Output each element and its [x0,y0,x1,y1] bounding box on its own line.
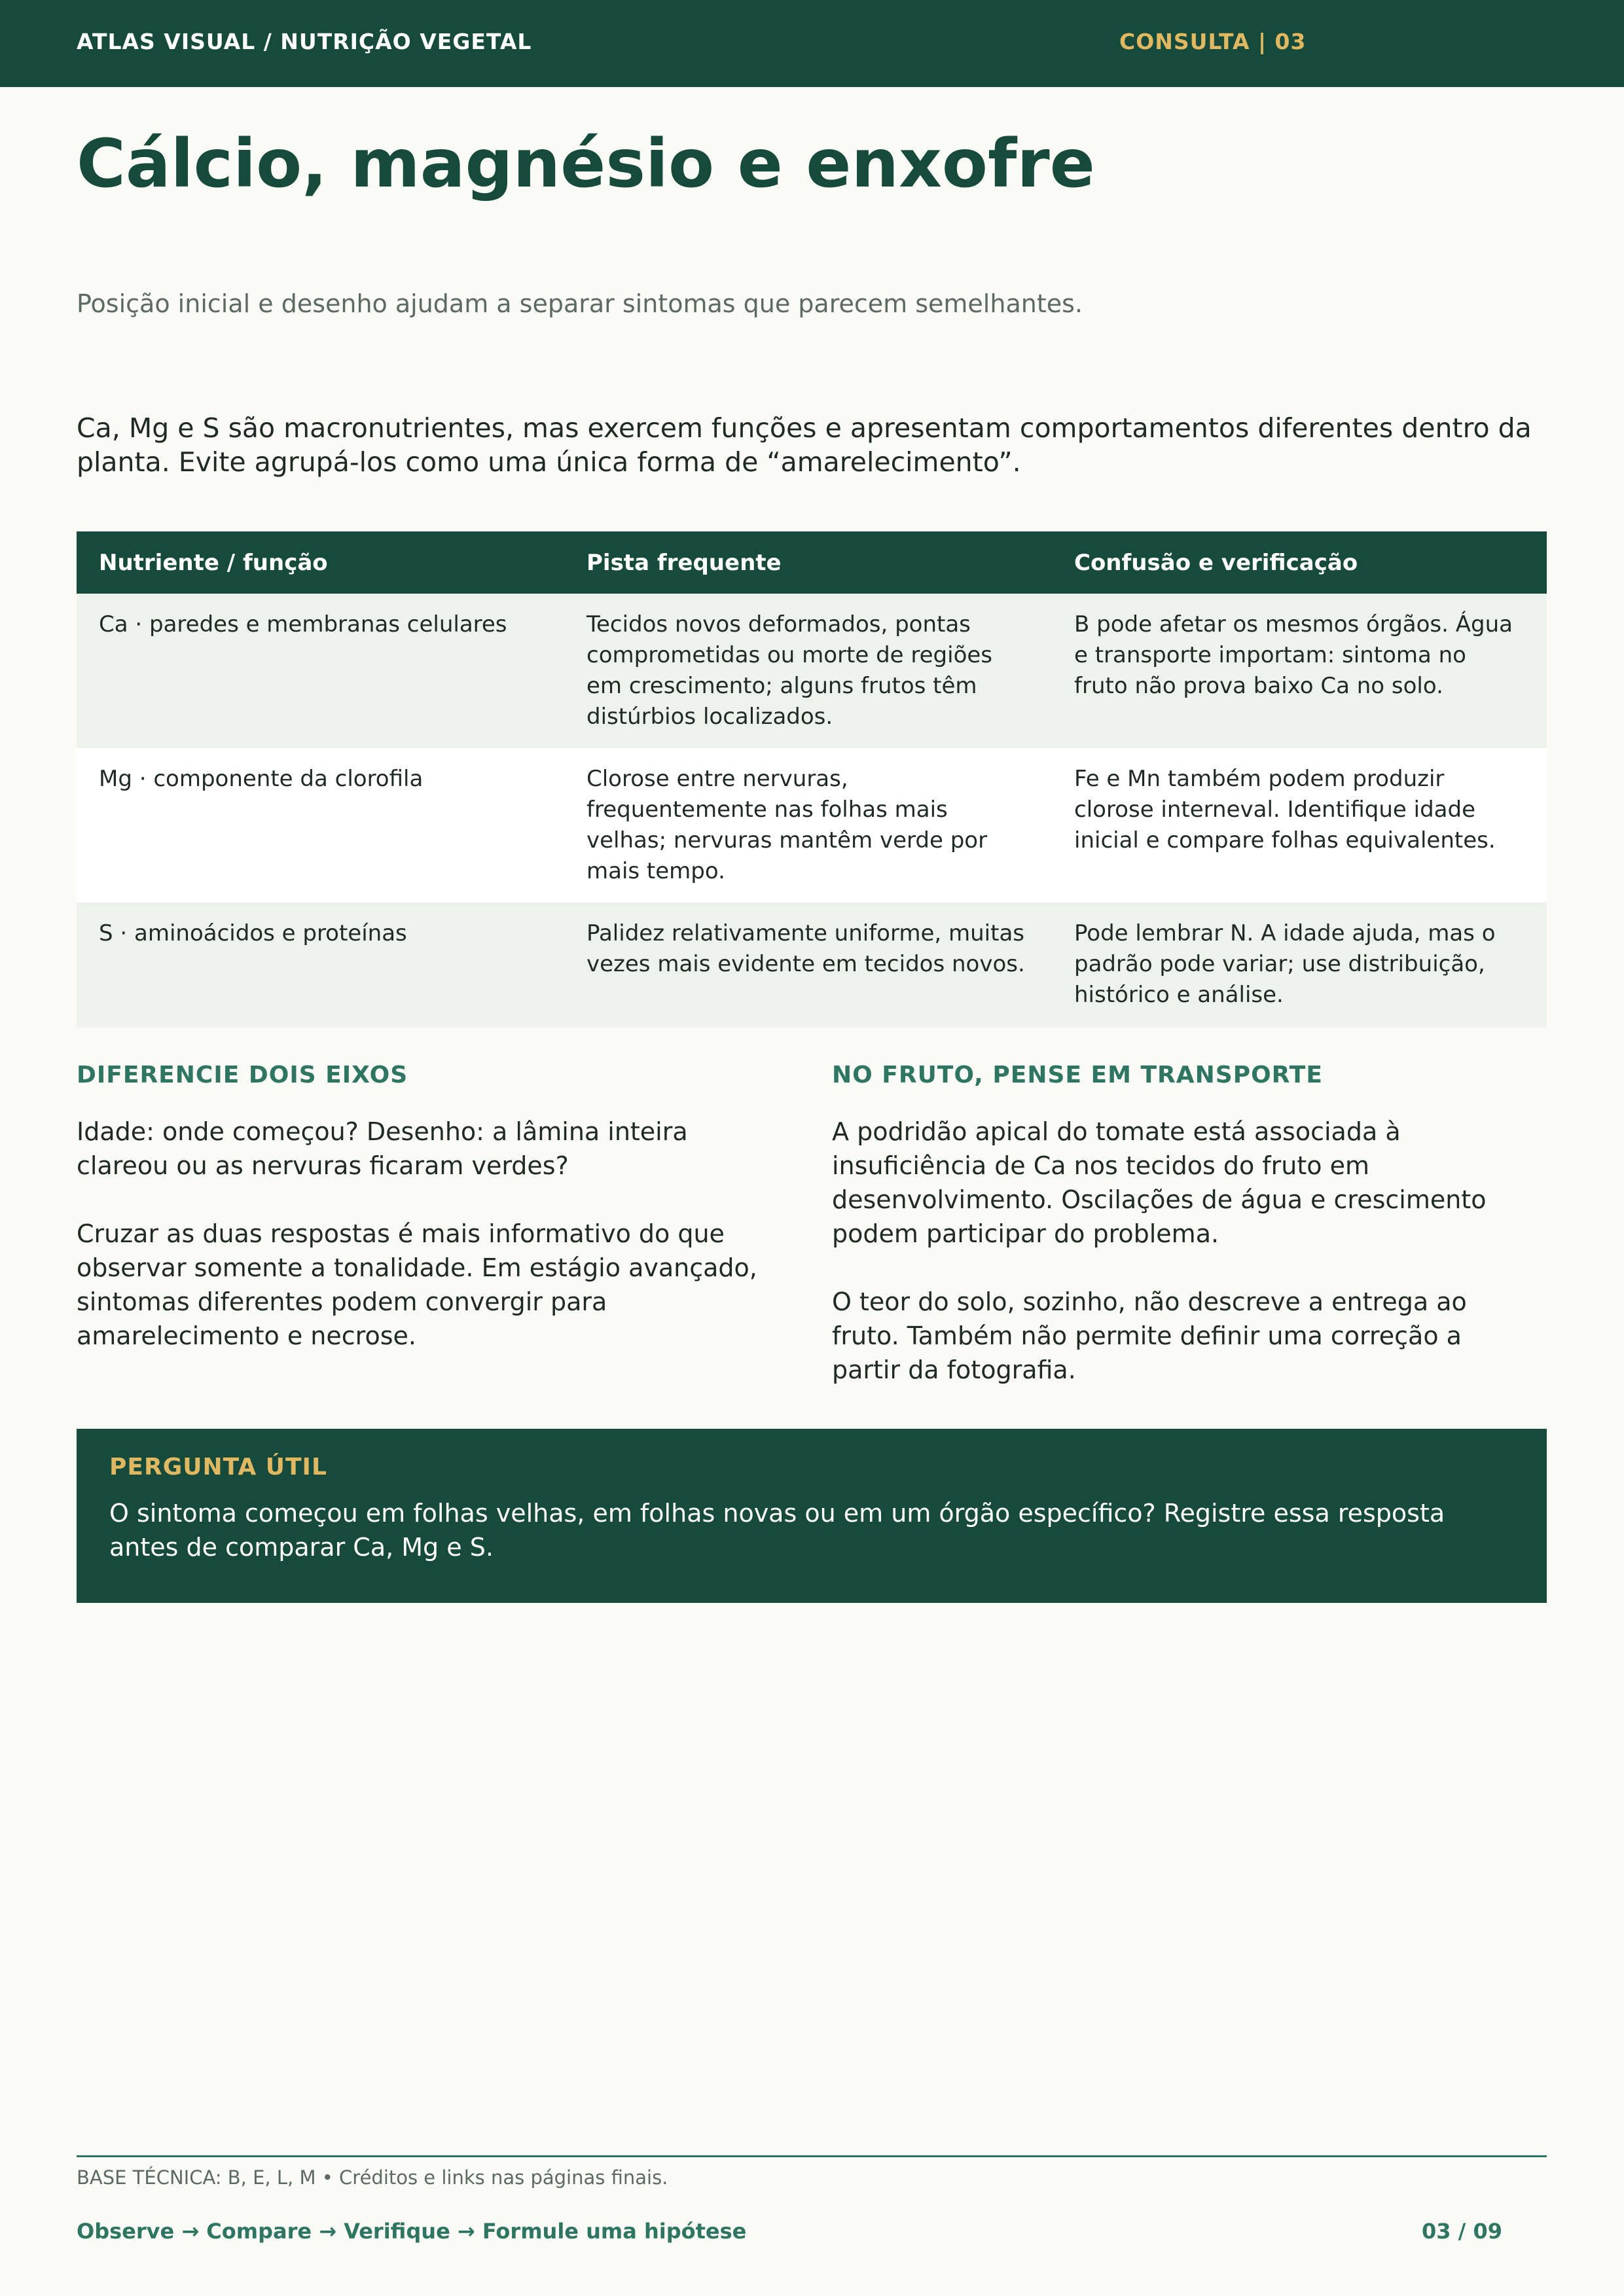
table-cell: Pode lembrar N. A idade ajuda, mas o padrão pode variar; use distribuição, histórico e análise. [1052,903,1547,1027]
column-header-confusion: Confusão e verificação [1052,531,1547,594]
callout-text: O sintoma começou em folhas velhas, em folhas novas ou em um órgão específico? Registre essa resposta antes de comparar Ca, Mg e S. [109,1499,1445,1562]
column-header-clue: Pista frequente [564,531,1052,594]
nutrient-table [77,531,1547,1027]
callout-label: PERGUNTA ÚTIL [109,1454,327,1480]
left-column [77,1060,770,1387]
right-column-heading: NO FRUTO, PENSE EM TRANSPORTE [832,1062,1323,1088]
table-cell: Tecidos novos deformados, pontas comprometidas ou morte de regiões em crescimento; alguns frutos têm distúrbios localizados. [564,594,1052,748]
page-number: 03 / 09 [1422,2219,1503,2244]
table-cell: Ca · paredes e membranas celulares [77,594,564,748]
intro-paragraph: Ca, Mg e S são macronutrientes, mas exercem funções e apresentam comportamentos diferentes dentro da planta. Evite agrupá-los como uma única forma de “amarelecimento”. [77,412,1532,478]
section-label: CONSULTA | 03 [1119,29,1307,54]
header-bar [0,0,1624,87]
table-cell: Mg · componente da clorofila [77,748,564,903]
left-column-paragraph: Idade: onde começou? Desenho: a lâmina inteira clareou ou as nervuras ficaram verdes? [77,1117,688,1180]
callout-box [77,1429,1547,1603]
footer-sources: BASE TÉCNICA: B, E, L, M • Créditos e links nas páginas finais. [77,2166,668,2189]
page-title: Cálcio, magnésio e enxofre [77,125,1095,203]
table-row [77,594,1547,748]
table-row [77,903,1547,1027]
right-column [832,1060,1526,1421]
table-cell: B pode afetar os mesmos órgãos. Água e transporte importam: sintoma no fruto não prova baixo Ca no solo. [1052,594,1547,748]
table-header-row [77,531,1547,594]
table-cell: Clorose entre nervuras, frequentemente nas folhas mais velhas; nervuras mantêm verde por mais tempo. [564,748,1052,903]
left-column-heading: DIFERENCIE DOIS EIXOS [77,1062,408,1088]
series-title: ATLAS VISUAL / NUTRIÇÃO VEGETAL [77,29,532,54]
right-column-paragraph: A podridão apical do tomate está associada à insuficiência de Ca nos tecidos do fruto em desenvolvimento. Oscilações de água e crescimento podem participar do problema. [832,1117,1487,1248]
right-column-paragraph: O teor do solo, sozinho, não descreve a entrega ao fruto. Também não permite definir uma correção a partir da fotografia. [832,1287,1467,1384]
page-subtitle: Posição inicial e desenho ajudam a separar sintomas que parecem semelhantes. [77,289,1083,318]
left-column-paragraph: Cruzar as duas respostas é mais informativo do que observar somente a tonalidade. Em estágio avançado, sintomas diferentes podem convergir para amarelecimento e necrose. [77,1219,757,1350]
table-cell: Fe e Mn também podem produzir clorose interneval. Identifique idade inicial e compare folhas equivalentes. [1052,748,1547,903]
column-header-nutrient: Nutriente / função [77,531,564,594]
footer-divider [77,2155,1547,2157]
table-cell: S · aminoácidos e proteínas [77,903,564,1027]
footer-workflow: Observe → Compare → Verifique → Formule uma hipótese [77,2219,747,2244]
table-row [77,748,1547,903]
table-cell: Palidez relativamente uniforme, muitas vezes mais evidente em tecidos novos. [564,903,1052,1027]
